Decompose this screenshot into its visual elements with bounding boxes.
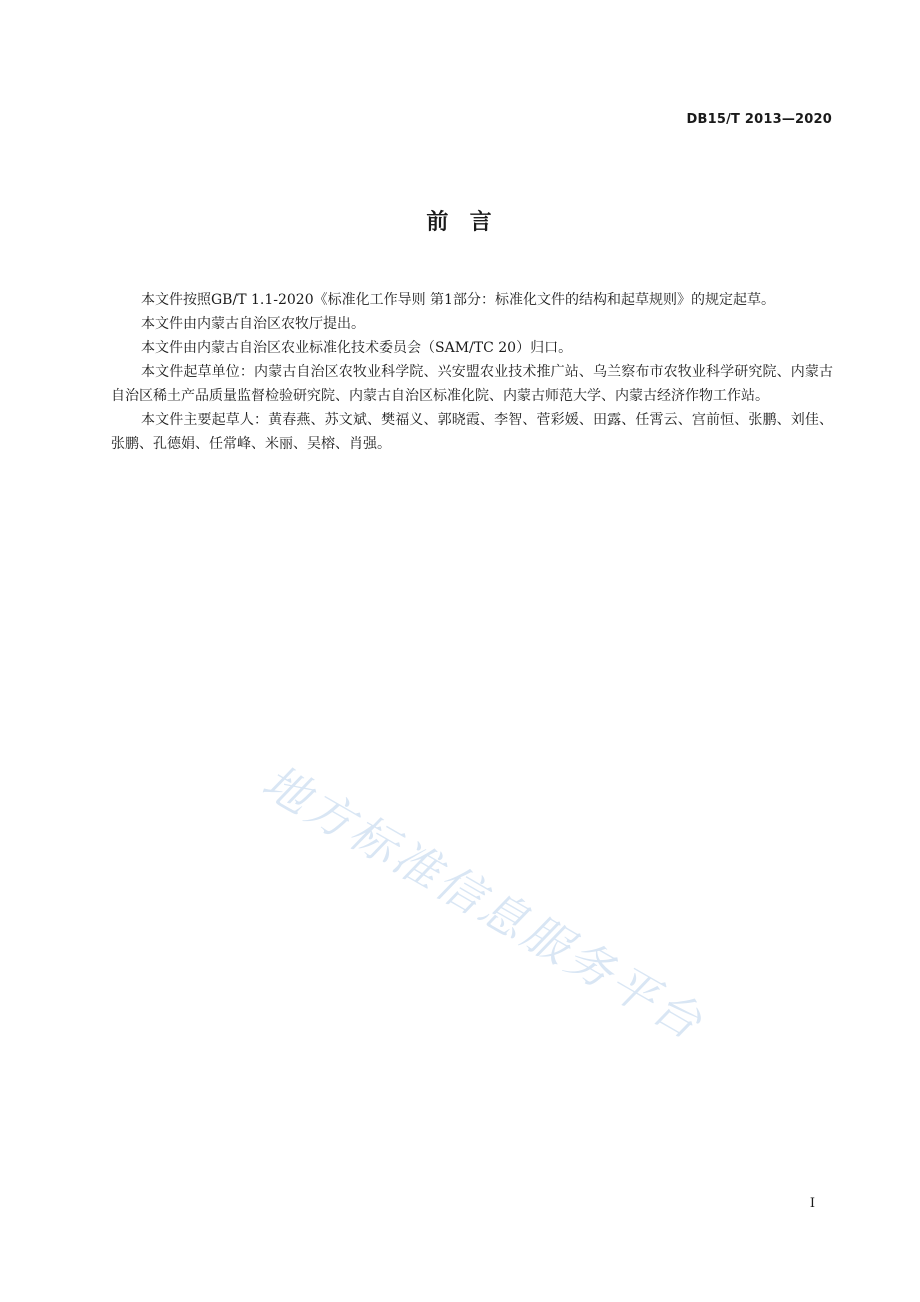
paragraph-committee: 本文件由内蒙古自治区农业标准化技术委员会（SAM/TC 20）归口。 bbox=[141, 340, 573, 356]
paragraph-proposer: 本文件由内蒙古自治区农牧厅提出。 bbox=[141, 316, 365, 332]
page-number: I bbox=[809, 1196, 815, 1211]
paragraph-drafting-units: 本文件起草单位：内蒙古自治区农牧业科学院、兴安盟农业技术推广站、乌兰察布市农牧业科学研究院、内蒙古自治区稀土产品质量监督检验研究院、内蒙古自治区标准化院、内蒙古师范大学、内蒙古经济作物工作站。 bbox=[111, 364, 833, 404]
watermark: 地方标准信息服务平台 bbox=[253, 754, 714, 1051]
document-code: DB15/T 2013—2020 bbox=[686, 112, 832, 127]
paragraph-standard-basis: 本文件按照GB/T 1.1-2020《标准化工作导则 第1部分：标准化文件的结构和起草规则》的规定起草。 bbox=[141, 292, 775, 308]
document-body bbox=[111, 288, 833, 456]
paragraph-drafters: 本文件主要起草人：黄春燕、苏文斌、樊福义、郭晓霞、李智、菅彩媛、田露、任霄云、宫前恒、张鹏、刘佳、张鹏、孔德娟、任常峰、米丽、吴榕、肖强。 bbox=[111, 412, 833, 452]
page-title: 前 言 bbox=[426, 210, 494, 235]
